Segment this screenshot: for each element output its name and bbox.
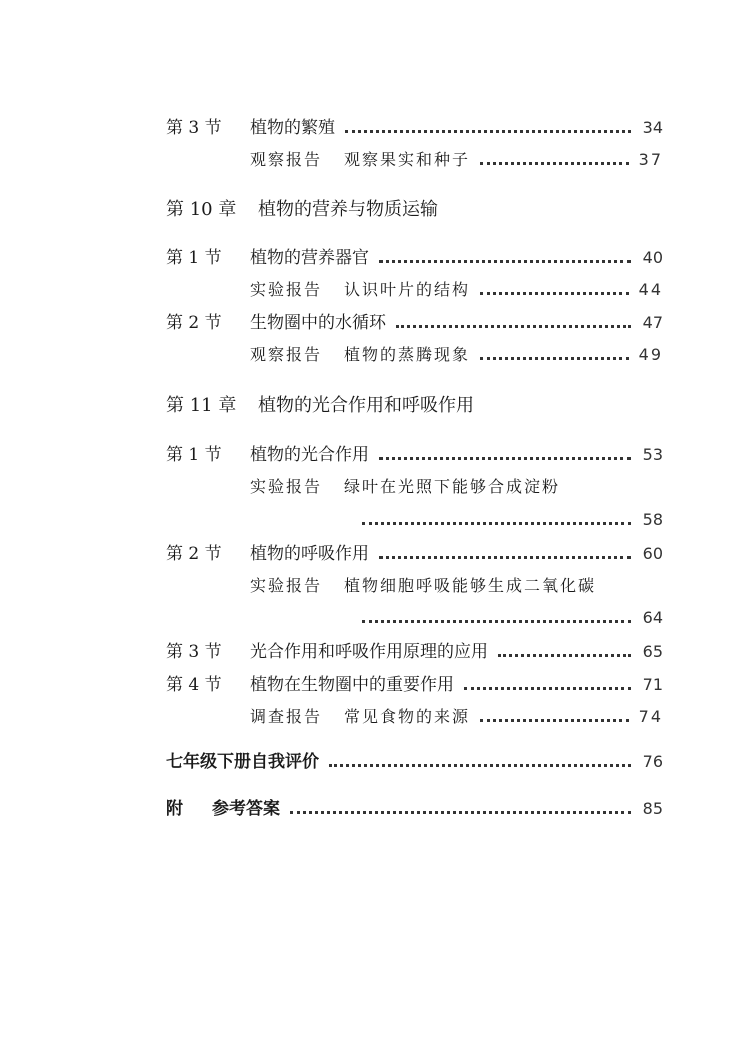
page-number: 71 (642, 675, 663, 694)
entry-title: 植物的光合作用 (250, 445, 369, 465)
toc-subentry[interactable] (250, 338, 663, 366)
page-number: 76 (642, 752, 663, 771)
leader-dots (329, 764, 631, 767)
toc-entry[interactable] (166, 537, 663, 565)
section-number: 第 4 节 (166, 675, 222, 695)
entry-title: 植物的蒸腾现象 (344, 345, 471, 364)
report-label: 实验报告 (250, 477, 323, 496)
page-number: 64 (642, 608, 663, 627)
page-number: 49 (638, 345, 663, 364)
chapter-number: 第 11 章 (166, 395, 237, 416)
leader-dots (379, 260, 631, 263)
leader-dots (290, 811, 631, 814)
section-number: 第 3 节 (166, 118, 222, 138)
entry-title: 植物的繁殖 (250, 118, 335, 138)
leader-dots (362, 522, 631, 525)
report-label: 实验报告 (250, 280, 323, 299)
leader-dots (396, 325, 631, 328)
leader-dots (498, 654, 631, 657)
entry-title: 植物细胞呼吸能够生成二氧化碳 (344, 576, 597, 595)
page-number: 85 (642, 799, 663, 818)
toc-entry[interactable] (166, 438, 663, 466)
entry-title: 七年级下册自我评价 (166, 752, 319, 772)
leader-dots (464, 687, 631, 690)
toc-entry[interactable] (166, 111, 663, 139)
toc-subentry[interactable] (250, 470, 663, 498)
toc-entry-appendix[interactable] (166, 792, 663, 820)
toc-entry[interactable] (166, 635, 663, 663)
page-number: 58 (642, 510, 663, 529)
leader-dots (480, 162, 629, 165)
entry-title: 绿叶在光照下能够合成淀粉 (344, 477, 561, 496)
entry-title: 植物的呼吸作用 (250, 544, 369, 564)
entry-title: 认识叶片的结构 (344, 280, 471, 299)
page-number: 40 (642, 248, 663, 267)
page-number: 37 (638, 150, 663, 169)
entry-title: 植物在生物圈中的重要作用 (250, 675, 454, 695)
toc-subentry[interactable] (250, 569, 663, 597)
leader-dots (345, 130, 631, 133)
section-number: 第 2 节 (166, 313, 222, 333)
leader-dots (379, 556, 631, 559)
leader-dots (480, 357, 629, 360)
page-number: 47 (642, 313, 663, 332)
toc-entry-self-evaluation[interactable] (166, 745, 663, 773)
section-number: 第 1 节 (166, 248, 222, 268)
chapter-heading[interactable] (166, 193, 663, 221)
appendix-marker: 附 (166, 799, 183, 819)
toc-entry[interactable] (166, 668, 663, 696)
toc-continuation[interactable] (362, 503, 663, 531)
page-number: 53 (642, 445, 663, 464)
report-label: 观察报告 (250, 345, 323, 364)
leader-dots (379, 457, 631, 460)
leader-dots (480, 719, 629, 722)
entry-title: 观察果实和种子 (344, 150, 471, 169)
toc-entry[interactable] (166, 306, 663, 334)
chapter-title: 植物的营养与物质运输 (258, 199, 438, 220)
chapter-number: 第 10 章 (166, 199, 237, 220)
toc-continuation[interactable] (362, 601, 663, 629)
page-number: 44 (638, 280, 663, 299)
report-label: 实验报告 (250, 576, 323, 595)
section-number: 第 2 节 (166, 544, 222, 564)
report-label: 调查报告 (250, 707, 323, 726)
toc-subentry[interactable] (250, 700, 663, 728)
chapter-title: 植物的光合作用和呼吸作用 (258, 395, 474, 416)
chapter-heading[interactable] (166, 389, 663, 417)
entry-title: 参考答案 (212, 799, 280, 819)
toc-subentry[interactable] (250, 143, 663, 171)
entry-title: 生物圈中的水循环 (250, 313, 386, 333)
leader-dots (480, 292, 629, 295)
leader-dots (362, 620, 631, 623)
entry-title: 光合作用和呼吸作用原理的应用 (250, 642, 488, 662)
section-number: 第 3 节 (166, 642, 222, 662)
page-number: 74 (638, 707, 663, 726)
report-label: 观察报告 (250, 150, 323, 169)
page-number: 65 (642, 642, 663, 661)
section-number: 第 1 节 (166, 445, 222, 465)
entry-title: 常见食物的来源 (344, 707, 471, 726)
page-number: 60 (642, 544, 663, 563)
entry-title: 植物的营养器官 (250, 248, 369, 268)
page-number: 34 (642, 118, 663, 137)
toc-entry[interactable] (166, 241, 663, 269)
toc-subentry[interactable] (250, 273, 663, 301)
